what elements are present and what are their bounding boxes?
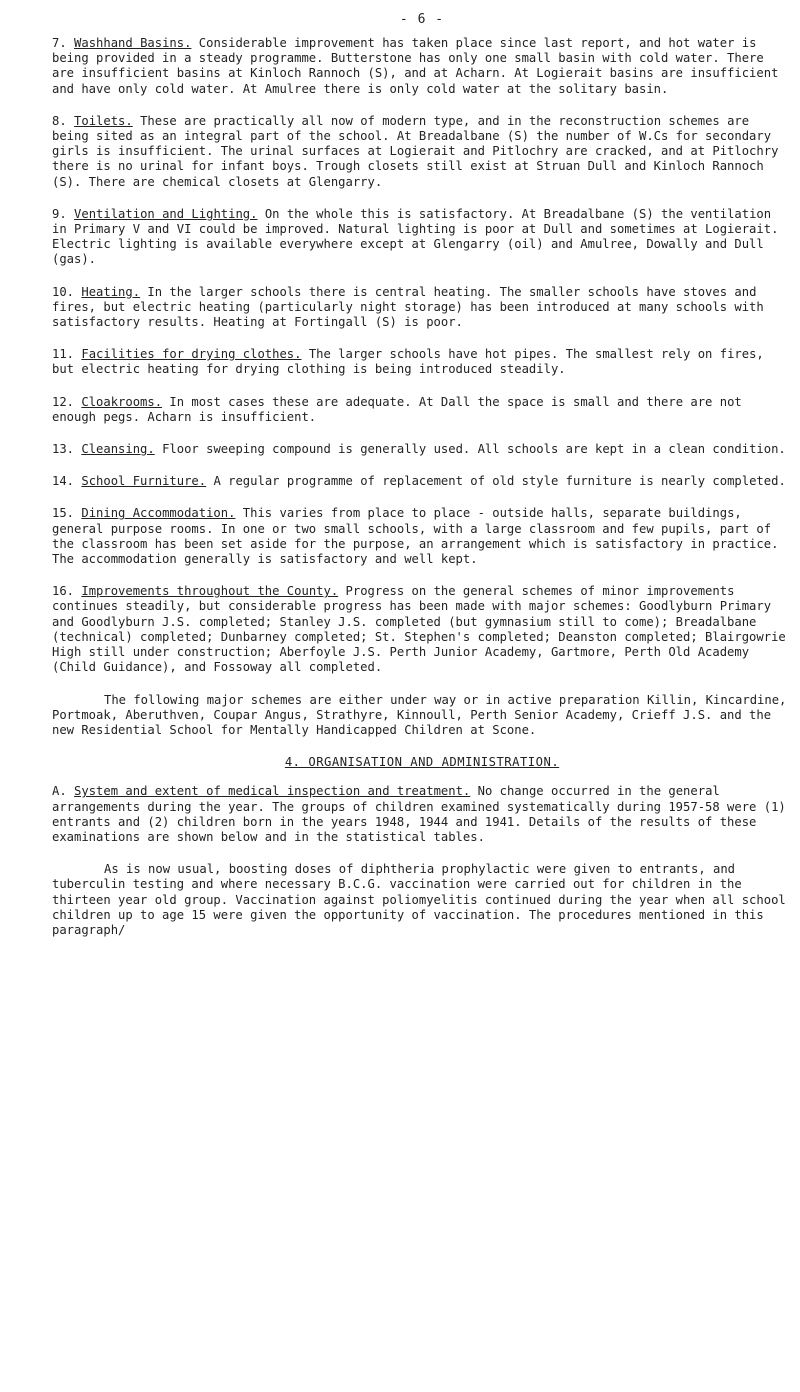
paragraph-improvements	[52, 584, 792, 675]
paragraph-heating	[52, 285, 792, 331]
paragraph-immunisation: As is now usual, boosting doses of diphtheria prophylactic were given to entrants, and tuberculin testing and where necessary B.C.G. vaccination were carried out for children in the thirteen year old group. Vaccination against poliomyelitis continued during the year when all school children up to age 15 were given the opportunity of vaccination. The procedures mentioned in this paragraph/	[52, 862, 786, 937]
paragraph-heading: Cleansing.	[81, 442, 155, 457]
paragraph-text: On the whole this is satisfactory. At Breadalbane (S) the ventilation in Primary V and VI could be improved. Natural lighting is poor at Dull and sometimes at Logierait. Electric lighting is available everywhere except at Glengarry (oil) and Amulree, Dowally and Dull (gas).	[52, 206, 779, 267]
paragraph-toilets	[52, 114, 792, 190]
paragraph-number: 14.	[52, 474, 75, 489]
paragraph-heading: System and extent of medical inspection and treatment.	[74, 784, 471, 799]
paragraph-text: This varies from place to place - outside halls, separate buildings, general purpose rooms. In one or two small schools, with a large classroom and few pupils, part of the classroom has been set aside for the purpose, an arrangement which is satisfactory in practice. The accommodation generally is satisfactory and well kept.	[52, 506, 779, 567]
paragraph-number: 7.	[52, 36, 67, 50]
paragraph-number: 16.	[52, 584, 75, 599]
page-number: - 6 -	[399, 12, 445, 27]
paragraph-text: No change occurred in the general arrangements during the year. The groups of children examined systematically during 1957-58 were (1) entrants and (2) children born in the years 1948, 1944 and 1941. Details of the results of these examinations are shown below and in the statistical tables.	[52, 784, 786, 844]
paragraph-heading: School Furniture.	[81, 474, 207, 489]
paragraph-number: 15.	[52, 506, 75, 521]
paragraph-text: In the larger schools there is central heating. The smaller schools have stoves and fires, but electric heating (particularly night storage) has been introduced at many schools with satisfactory results. Heating at Fortingall (S) is poor.	[52, 284, 764, 330]
paragraph-heading: Dining Accommodation.	[81, 506, 236, 521]
paragraph-number: 9.	[52, 206, 67, 221]
paragraph-heading: Washhand Basins.	[74, 36, 192, 50]
document-page	[52, 0, 792, 955]
paragraph-heading: Ventilation and Lighting.	[74, 206, 258, 221]
paragraph-number: 10.	[52, 284, 75, 299]
paragraph-ventilation-lighting	[52, 207, 792, 268]
paragraph-text: Floor sweeping compound is generally used. All schools are kept in a clean condition.	[162, 442, 786, 457]
paragraph-cleansing	[52, 442, 792, 457]
paragraph-washhand-basins	[52, 36, 792, 97]
paragraph-major-schemes: The following major schemes are either under way or in active preparation Killin, Kincardine, Portmoak, Aberuthven, Coupar Angus, Strathyre, Kinnoull, Perth Senior Academy, Crieff J.S. and the new Residential School for Mentally Handicapped Children at Scone.	[52, 692, 787, 737]
section-title: 4. ORGANISATION AND ADMINISTRATION.	[284, 755, 560, 770]
paragraph-heading: Cloakrooms.	[81, 394, 163, 409]
paragraph-text: Considerable improvement has taken place since last report, and hot water is being provided in a steady programme. Butterstone has only one small basin with cold water. There are insufficient basins at Kinloch Rannoch (S), and at Acharn. At Logierait basins are insufficient and have only cold water. At Amulree there is only cold water at the solitary basin.	[52, 36, 779, 96]
paragraph-heading: Improvements throughout the County.	[81, 584, 339, 599]
paragraph-cloakrooms	[52, 395, 792, 425]
paragraph-heading: Toilets.	[74, 113, 133, 128]
paragraph-number: 11.	[52, 347, 75, 362]
paragraph-heading: Heating.	[81, 284, 141, 299]
paragraph-text: The larger schools have hot pipes. The smallest rely on fires, but electric heating for drying clothing is being introduced steadily.	[52, 347, 764, 377]
paragraph-number: 13.	[52, 442, 75, 457]
paragraph-school-furniture	[52, 474, 792, 489]
paragraph-text: Progress on the general schemes of minor improvements continues steadily, but considerable progress has been made with major schemes: Goodlyburn Primary and Goodlyburn J.S. completed; Stanley J.S. completed (but gymnasium still to come); Breadalbane (technical) completed; Dunbarney completed; St. Stephen's completed; Deanston completed; Blairgowrie High still under construction; Aberfoyle J.S. Perth Junior Academy, Gartmore, Perth Old Academy (Child Guidance), and Fossoway all completed.	[52, 584, 786, 675]
paragraph-number: 12.	[52, 394, 75, 409]
numbered-paragraphs	[52, 36, 792, 676]
paragraph-number: A.	[52, 784, 67, 799]
paragraph-text: A regular programme of replacement of old style furniture is nearly completed.	[213, 474, 786, 489]
paragraph-dining-accommodation	[52, 506, 792, 567]
paragraph-drying-clothes	[52, 347, 792, 377]
paragraph-heading: Facilities for drying clothes.	[81, 347, 302, 362]
paragraph-text: These are practically all now of modern type, and in the reconstruction schemes are being sited as an integral part of the school. At Breadalbane (S) the number of W.Cs for secondary girls is insufficient. The urinal surfaces at Logierait and Pitlochry are cracked, and at Pitlochry there is no urinal for infant boys. Trough closets still exist at Struan Dull and Kinloch Rannoch (S). There are chemical closets at Glengarry.	[52, 113, 779, 189]
paragraph-text: In most cases these are adequate. At Dall the space is small and there are not enough pegs. Acharn is insufficient.	[52, 394, 742, 424]
paragraph-system-extent	[52, 784, 792, 845]
paragraph-number: 8.	[52, 113, 67, 128]
